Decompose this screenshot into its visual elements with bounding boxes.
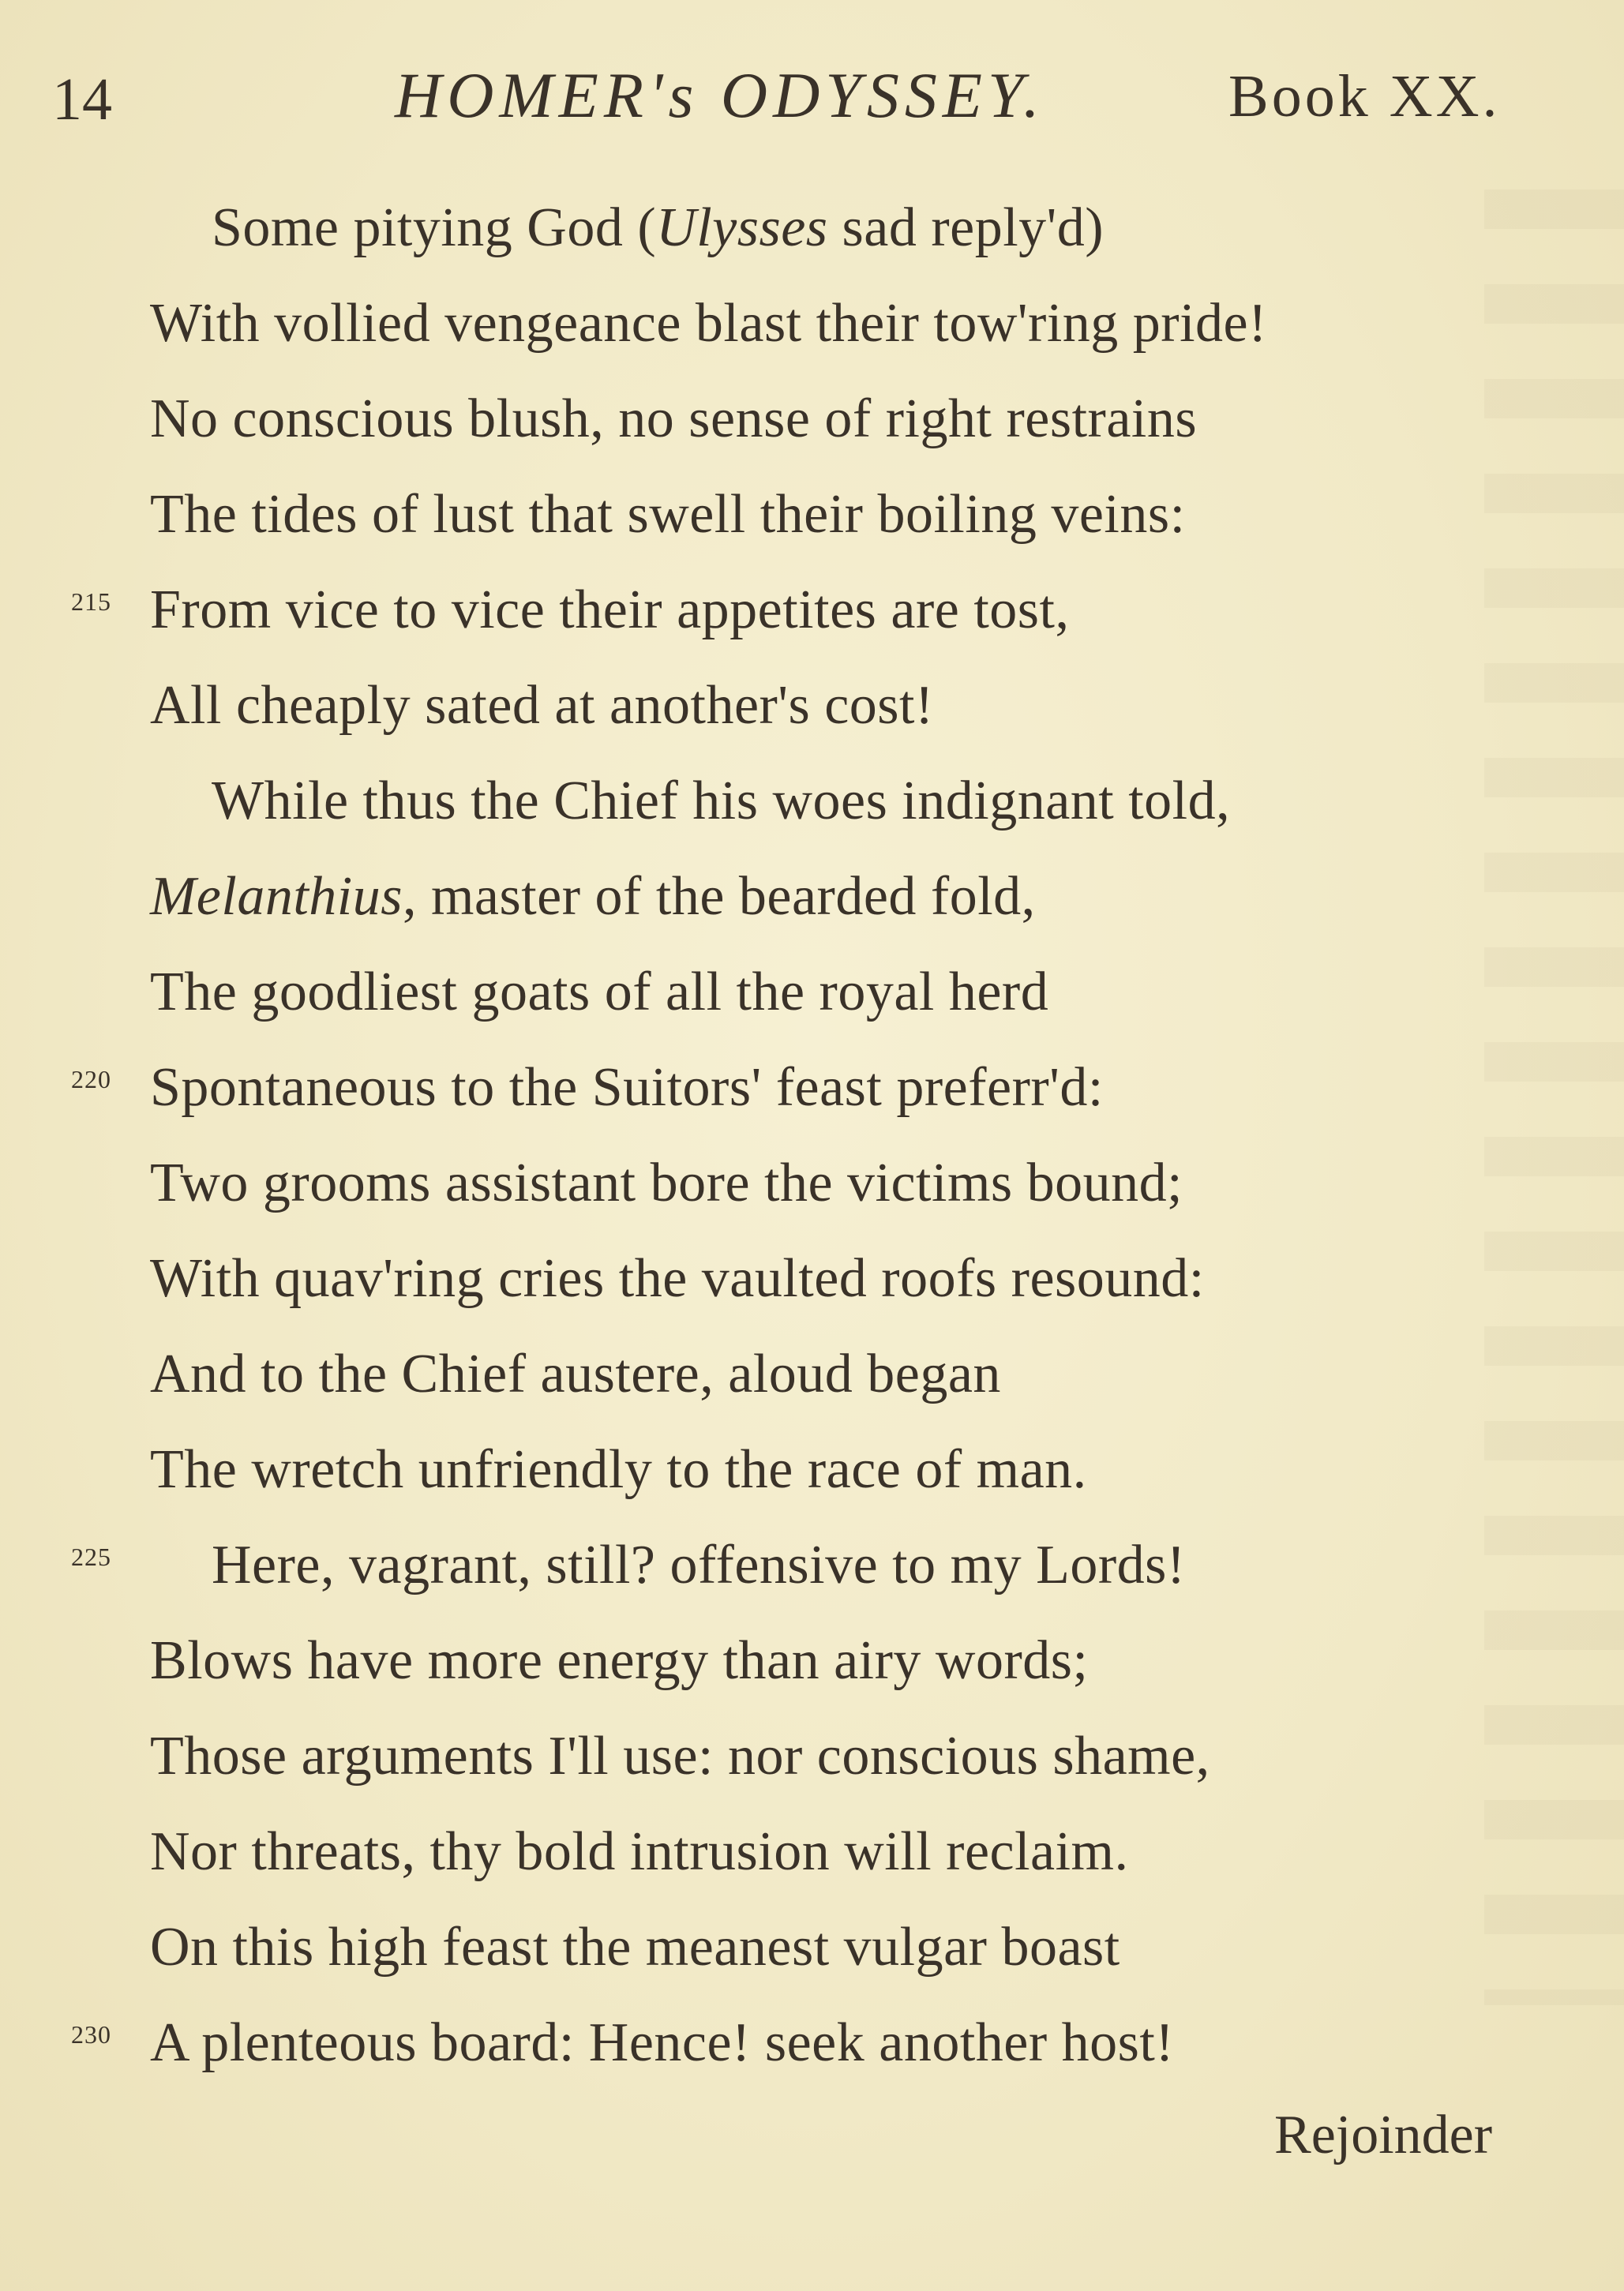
verse-line [0, 763, 1624, 858]
verse-text [150, 1153, 1183, 1213]
verse-line [0, 1431, 1624, 1527]
verse-text [150, 2012, 1175, 2073]
verse-segment: The tides of lust that swell their boiling veins: [150, 484, 1186, 545]
page-number: 14 [52, 66, 112, 133]
poem-text [0, 189, 1624, 2100]
verse-line [0, 476, 1624, 572]
verse-text [150, 579, 1070, 640]
verse-segment: , master of the bearded fold, [402, 866, 1036, 927]
verse-segment: With vollied vengeance blast their tow'ring pride! [150, 293, 1267, 354]
verse-segment: A plenteous board: Hence! seek another host! [150, 2012, 1175, 2073]
verse-segment: Those arguments I'll use: nor conscious shame, [150, 1726, 1210, 1787]
verse-line [0, 954, 1624, 1049]
running-header [0, 59, 1624, 150]
verse-text [150, 293, 1267, 354]
verse-segment: From vice to vice their appetites are tost, [150, 579, 1070, 640]
verse-line [0, 381, 1624, 476]
verse-segment: Here, vagrant, still? offensive to my Lords! [212, 1535, 1186, 1595]
verse-line [0, 858, 1624, 954]
verse-text [150, 1630, 1089, 1691]
verse-text [150, 1248, 1205, 1309]
verse-line [0, 667, 1624, 763]
verse-line [0, 1527, 1624, 1622]
italic-name: Ulysses [656, 197, 828, 258]
verse-text [212, 771, 1231, 831]
verse-segment: sad reply'd) [827, 197, 1105, 258]
verse-line [0, 1813, 1624, 1909]
verse-segment: No conscious blush, no sense of right restrains [150, 388, 1198, 449]
verse-segment: Nor threats, thy bold intrusion will reclaim. [150, 1821, 1129, 1882]
verse-segment: The wretch unfriendly to the race of man. [150, 1439, 1087, 1500]
verse-line [0, 1240, 1624, 1336]
verse-text [150, 962, 1049, 1022]
verse-segment: While thus the Chief his woes indignant told, [212, 771, 1231, 831]
line-number: 215 [71, 587, 111, 616]
verse-text [150, 484, 1186, 545]
verse-line [0, 1718, 1624, 1813]
line-number: 220 [71, 1065, 111, 1093]
verse-line [0, 189, 1624, 285]
verse-text [150, 1917, 1120, 1978]
verse-segment: The goodliest goats of all the royal herd [150, 962, 1049, 1022]
verse-line [0, 1049, 1624, 1145]
verse-text [212, 1535, 1186, 1595]
verse-line [0, 2004, 1624, 2100]
verse-text [150, 675, 934, 736]
verse-line [0, 1909, 1624, 2004]
verse-line [0, 572, 1624, 667]
verse-text [150, 1439, 1087, 1500]
running-title: HOMER's ODYSSEY. [395, 59, 1045, 131]
verse-segment: With quav'ring cries the vaulted roofs resound: [150, 1248, 1205, 1309]
verse-text [150, 1344, 1001, 1404]
verse-line [0, 1622, 1624, 1718]
verse-text [150, 1821, 1129, 1882]
catchword: Rejoinder [1274, 2105, 1493, 2165]
verse-text [150, 388, 1198, 449]
verse-text [150, 1057, 1104, 1118]
verse-segment: And to the Chief austere, aloud began [150, 1344, 1001, 1404]
verse-segment: Spontaneous to the Suitors' feast preferr'd: [150, 1057, 1104, 1118]
verse-segment: Some pitying God ( [212, 197, 657, 258]
verse-line [0, 1336, 1624, 1431]
verse-segment: Two grooms assistant bore the victims bound; [150, 1153, 1183, 1213]
italic-name: Melanthius [150, 866, 403, 927]
verse-text [150, 1726, 1210, 1787]
verse-segment: All cheaply sated at another's cost! [150, 675, 934, 736]
verse-text [212, 197, 1105, 258]
verse-line [0, 285, 1624, 381]
verse-segment: Blows have more energy than airy words; [150, 1630, 1089, 1691]
verse-text [150, 866, 1036, 927]
line-number: 225 [71, 1543, 111, 1571]
book-label: Book XX. [1228, 63, 1501, 129]
verse-segment: On this high feast the meanest vulgar boast [150, 1917, 1120, 1978]
verse-line [0, 1145, 1624, 1240]
line-number: 230 [71, 2020, 111, 2049]
